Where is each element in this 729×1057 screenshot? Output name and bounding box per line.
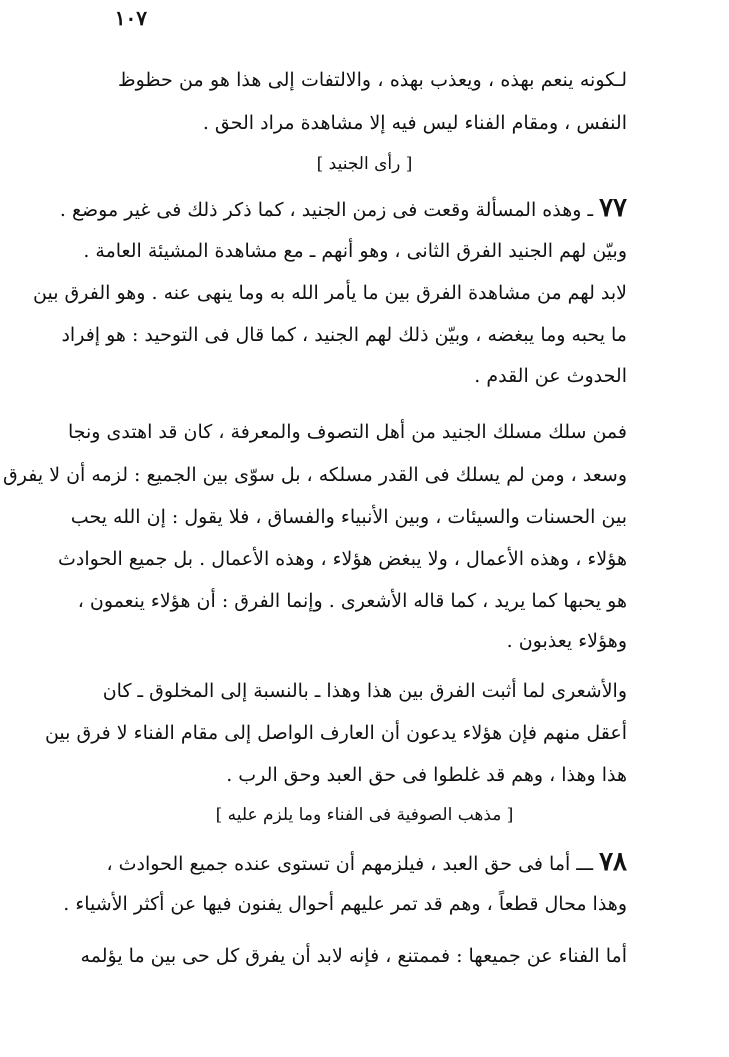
paragraph-number: ٧٨ — [599, 847, 627, 877]
text-line: ما يحبه وما يبغضه ، وبيّن ذلك لهم الجنيد ، كما قال فى التوحيد : هو إفراد — [61, 324, 627, 346]
text-line: لـكونه ينعم بهذه ، ويعذب بهذه ، والالتفات إلى هذا هو من حظوظ — [118, 69, 627, 91]
paragraph-77-first-line — [59, 193, 627, 224]
text-line: النفس ، ومقام الفناء ليس فيه إلا مشاهدة مراد الحق . — [202, 112, 627, 134]
text-line: ـــ أما فى حق العبد ، فيلزمهم أن تستوى عنده جميع الحوادث ، — [106, 853, 594, 875]
text-line: هو يحبها كما يريد ، كما قاله الأشعرى . وإنما الفرق : أن هؤلاء ينعمون ، — [77, 590, 627, 612]
text-line: لابد لهم من مشاهدة الفرق بين ما يأمر الله به وما ينهى عنه . وهو الفرق بين — [33, 282, 627, 304]
text-line: أعقل منهم فإن هؤلاء يدعون أن العارف الواصل إلى مقام الفناء لا فرق بين — [44, 722, 627, 744]
text-line: والأشعرى لما أثبت الفرق بين هذا وهذا ـ بالنسبة إلى المخلوق ـ كان — [102, 680, 627, 702]
text-line: فمن سلك مسلك الجنيد من أهل التصوف والمعرفة ، كان قد اهتدى ونجا — [67, 421, 627, 443]
paragraph-78-first-line — [106, 847, 627, 878]
paragraph-number: ٧٧ — [599, 193, 627, 223]
text-line: أما الفناء عن جميعها : فممتنع ، فإنه لابد أن يفرق كل حى بين ما يؤلمه — [80, 945, 627, 967]
text-line: ـ وهذه المسألة وقعت فى زمن الجنيد ، كما ذكر ذلك فى غير موضع . — [59, 199, 594, 221]
text-line: وسعد ، ومن لم يسلك فى القدر مسلكه ، بل سوّى بين الجميع : لزمه أن لا يفرق — [3, 464, 627, 486]
text-line: وهذا محال قطعاً ، وهم قد تمر عليهم أحوال يفنون فيها عن أكثر الأشياء . — [63, 893, 627, 915]
section-heading-junayd: [ رأى الجنيد ] — [316, 154, 413, 174]
text-line: الحدوث عن القدم . — [474, 365, 627, 387]
text-line: وهؤلاء يعذبون . — [506, 630, 627, 652]
section-heading-sufi-fana: [ مذهب الصوفية فى الفناء وما يلزم عليه ] — [215, 805, 514, 825]
text-line: وبيّن لهم الجنيد الفرق الثانى ، وهو أنهم ـ مع مشاهدة المشيئة العامة . — [83, 240, 627, 262]
text-line: هذا وهذا ، وهم قد غلطوا فى حق العبد وحق الرب . — [226, 764, 627, 786]
text-line: بين الحسنات والسيئات ، وبين الأنبياء والفساق ، فلا يقول : إن الله يحب — [70, 506, 627, 528]
page-number: ١٠٧ — [114, 6, 147, 30]
text-line: هؤلاء ، وهذه الأعمال ، ولا يبغض هؤلاء ، وهذه الأعمال . بل جميع الحوادث — [57, 548, 627, 570]
